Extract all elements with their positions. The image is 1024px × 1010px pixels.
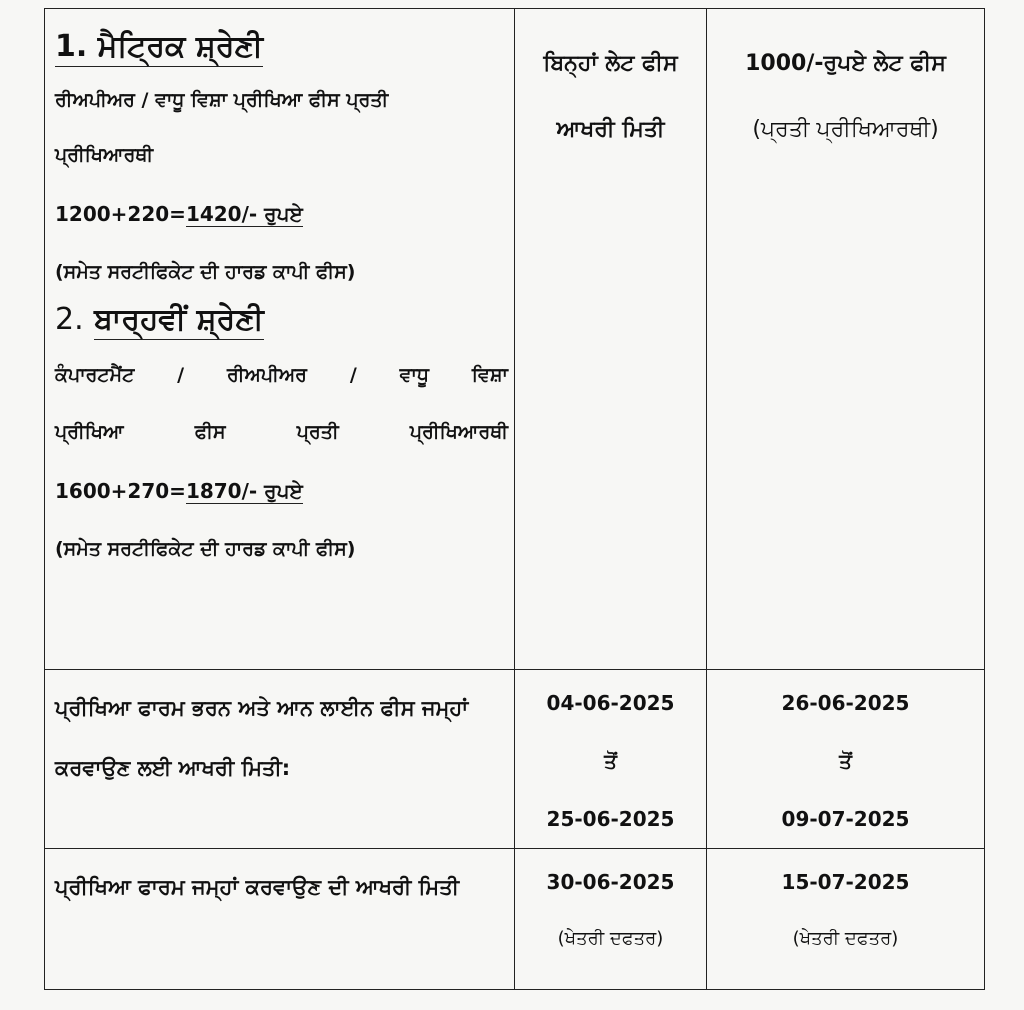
senior-secondary-heading: 2. ਬਾਰ੍ਹਵੀਂ ਸ਼੍ਰੇਣੀ xyxy=(55,302,508,337)
matric-line2: ਪ੍ਰੀਖਿਆਰਥੀ xyxy=(55,144,154,166)
matric-heading: 1. ਮੈਟ੍ਰਿਕ ਸ਼੍ਰੇਣੀ xyxy=(55,29,508,64)
to-word: ਤੋਂ xyxy=(604,749,617,773)
date-value: 09-07-2025 xyxy=(781,807,910,831)
late-fee-header-line2: (ਪ੍ਰਤੀ ਪ੍ਰੀਖਿਆਰਥੀ) xyxy=(752,117,939,142)
table-row-fees xyxy=(45,9,985,670)
submit-late-cell xyxy=(707,849,985,990)
date-value: 25-06-2025 xyxy=(546,807,675,831)
senior-line2: ਪ੍ਰੀਖਿਆ ਫੀਸ ਪ੍ਰਤੀ ਪ੍ਰੀਖਿਆਰਥੀ xyxy=(55,421,508,443)
senior-line1: ਕੰਪਾਰਟਮੈਂਟ / ਰੀਅਪੀਅਰ / ਵਾਧੂ ਵਿਸ਼ਾ xyxy=(55,364,508,386)
no-late-fee-header xyxy=(515,9,707,670)
office-label: (ਖੇਤਰੀ ਦਫਤਰ) xyxy=(557,928,664,949)
online-no-late-cell xyxy=(515,670,707,849)
matric-line1: ਰੀਅਪੀਅਰ / ਵਾਧੂ ਵਿਸ਼ਾ ਪ੍ਰੀਖਿਆ ਫੀਸ ਪ੍ਰਤੀ xyxy=(55,89,389,111)
senior-fee: 1600+270=1870/- ਰੁਪਏ xyxy=(55,479,303,503)
late-fee-header xyxy=(707,9,985,670)
date-value: 04-06-2025 xyxy=(546,691,675,715)
matric-fee: 1200+220=1420/- ਰੁਪਏ xyxy=(55,202,303,226)
online-label-cell xyxy=(45,670,515,849)
submit-label-cell xyxy=(45,849,515,990)
no-late-fee-header-line2: ਆਖਰੀ ਮਿਤੀ xyxy=(556,117,665,142)
online-label: ਪ੍ਰੀਖਿਆ ਫਾਰਮ ਭਰਨ ਅਤੇ ਆਨ ਲਾਈਨ ਫੀਸ ਜਮ੍ਹਾਂ ਕਰਵਾਉਣ ਲਈ ਆਖਰੀ ਮਿਤੀ: xyxy=(55,696,469,780)
date-value: 15-07-2025 xyxy=(781,870,910,894)
fees-cell xyxy=(45,9,515,670)
to-word: ਤੋਂ xyxy=(839,749,852,773)
matric-note: (ਸਮੇਤ ਸਰਟੀਫਿਕੇਟ ਦੀ ਹਾਰਡ ਕਾਪੀ ਫੀਸ) xyxy=(55,261,356,283)
late-fee-header-line1: 1000/-ਰੁਪਏ ਲੇਟ ਫੀਸ xyxy=(745,51,946,76)
submit-label: ਪ੍ਰੀਖਿਆ ਫਾਰਮ ਜਮ੍ਹਾਂ ਕਰਵਾਉਣ ਦੀ ਆਖਰੀ ਮਿਤੀ xyxy=(55,875,460,899)
no-late-fee-header-line1: ਬਿਨ੍ਹਾਂ ਲੇਟ ਫੀਸ xyxy=(543,51,678,76)
online-late-cell xyxy=(707,670,985,849)
senior-note: (ਸਮੇਤ ਸਰਟੀਫਿਕੇਟ ਦੀ ਹਾਰਡ ਕਾਪੀ ਫੀਸ) xyxy=(55,538,356,560)
date-value: 26-06-2025 xyxy=(781,691,910,715)
table-row-submit-dates xyxy=(45,849,985,990)
table-row-online-dates xyxy=(45,670,985,849)
date-value: 30-06-2025 xyxy=(546,870,675,894)
fee-schedule-table xyxy=(44,8,985,990)
submit-no-late-cell xyxy=(515,849,707,990)
office-label: (ਖੇਤਰੀ ਦਫਤਰ) xyxy=(792,928,899,949)
